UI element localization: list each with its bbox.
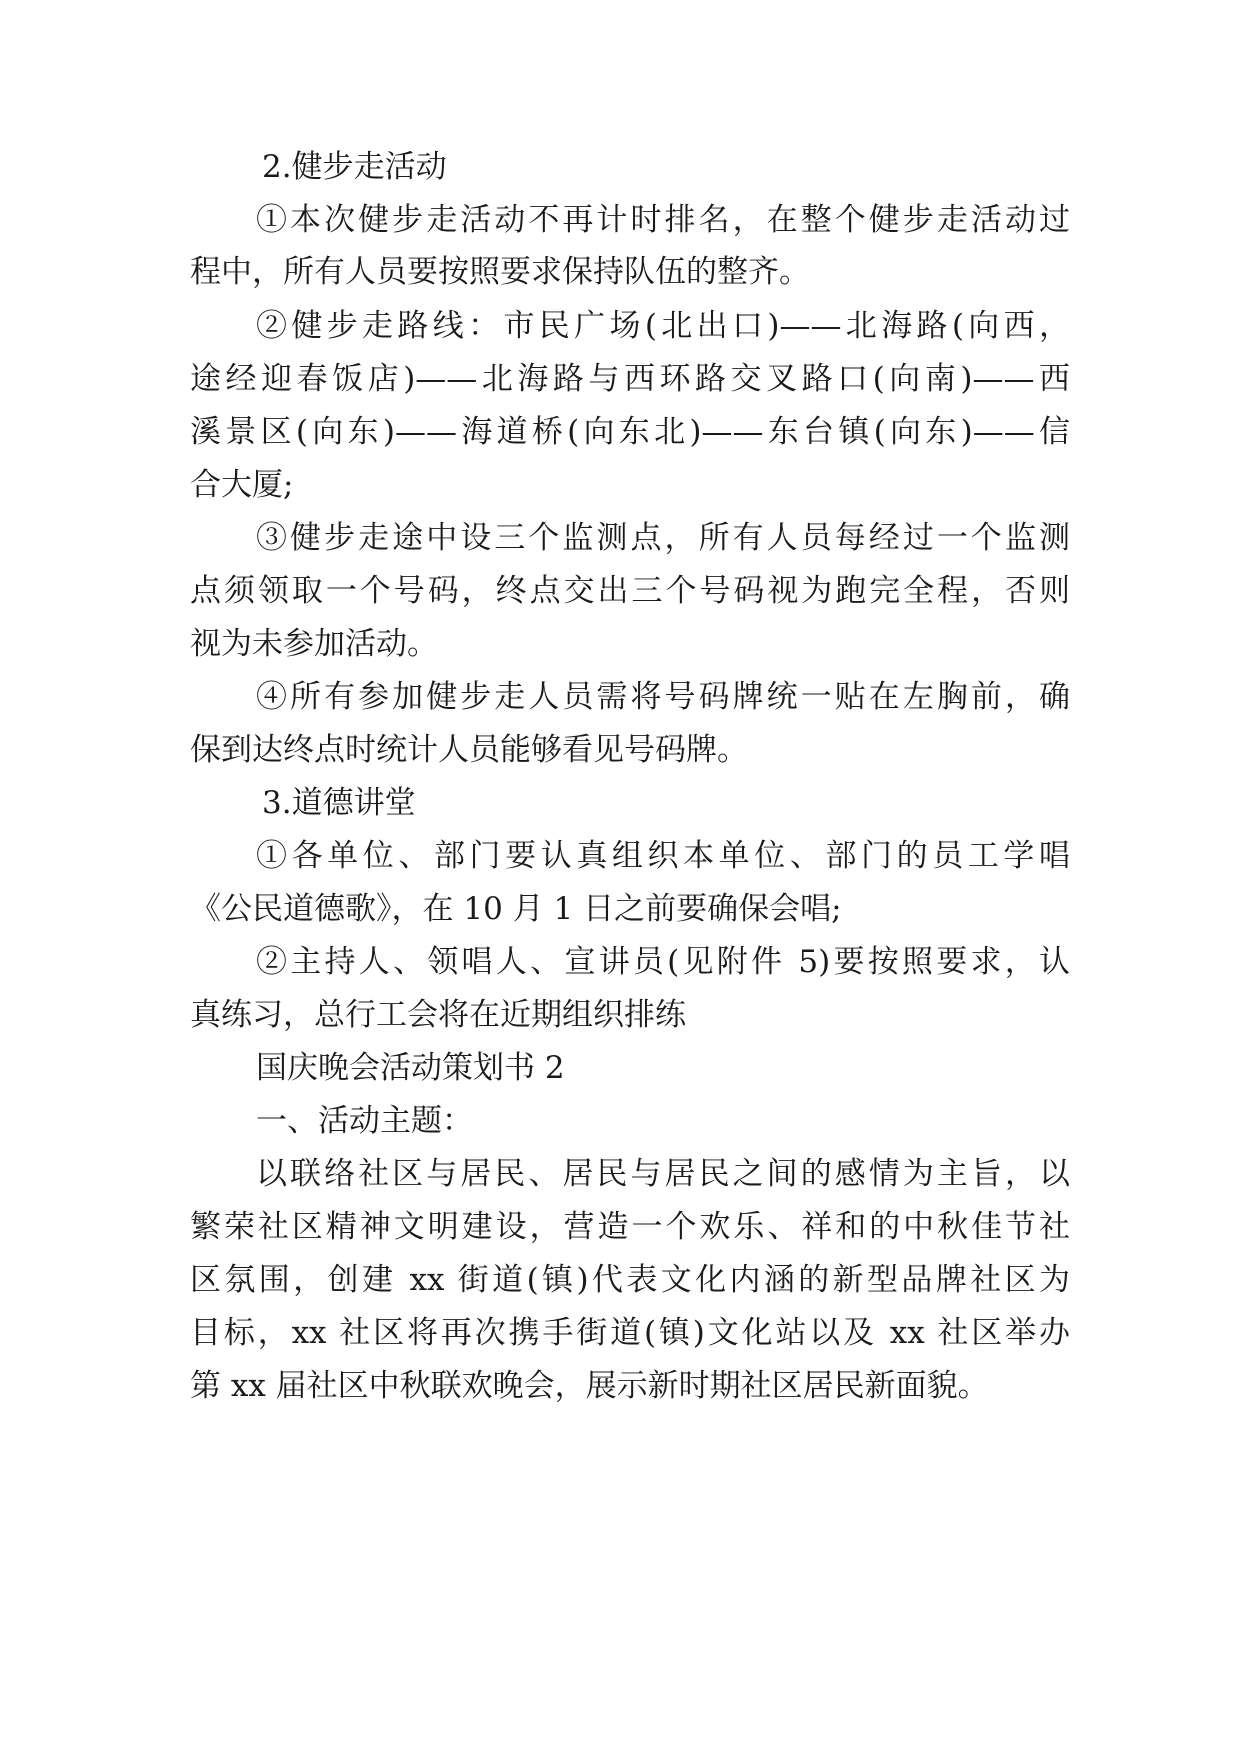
paragraph-line: 溪景区(向东)——海道桥(向东北)——东台镇(向东)——信 <box>190 414 1070 450</box>
section-heading-walking: 2.健步走活动 <box>262 149 447 185</box>
paragraph-line: ②健步走路线：市民广场(北出口)——北海路(向西， <box>256 308 1070 344</box>
paragraph-line: 保到达终点时统计人员能够看见号码牌。 <box>190 732 748 768</box>
paragraph-line: 视为未参加活动。 <box>190 626 438 662</box>
paragraph-line: 《公民道德歌》，在 10 月 1 日之前要确保会唱; <box>190 891 842 927</box>
paragraph-line: ③健步走途中设三个监测点，所有人员每经过一个监测 <box>256 520 1070 556</box>
document-title-2: 国庆晚会活动策划书 2 <box>256 1050 565 1086</box>
paragraph-line: 区氛围，创建 xx 街道(镇)代表文化内涵的新型品牌社区为 <box>190 1262 1070 1298</box>
paragraph-line: ④所有参加健步走人员需将号码牌统一贴在左胸前，确 <box>256 679 1070 715</box>
paragraph-line: 以联络社区与居民、居民与居民之间的感情为主旨，以 <box>256 1156 1070 1192</box>
paragraph-line: 途经迎春饭店)——北海路与西环路交叉路口(向南)——西 <box>190 361 1070 397</box>
paragraph-line: 真练习，总行工会将在近期组织排练 <box>190 997 686 1033</box>
paragraph-line: ②主持人、领唱人、宣讲员(见附件 5)要按照要求，认 <box>256 944 1070 980</box>
paragraph-line: ①本次健步走活动不再计时排名，在整个健步走活动过 <box>256 202 1070 238</box>
paragraph-line: ①各单位、部门要认真组织本单位、部门的员工学唱 <box>256 838 1070 874</box>
paragraph-line: 繁荣社区精神文明建设，营造一个欢乐、祥和的中秋佳节社 <box>190 1209 1070 1245</box>
section-heading-moral-lecture: 3.道德讲堂 <box>262 785 416 821</box>
paragraph-line: 点须领取一个号码，终点交出三个号码视为跑完全程，否则 <box>190 573 1070 609</box>
paragraph-line: 第 xx 届社区中秋联欢晚会，展示新时期社区居民新面貌。 <box>190 1368 989 1404</box>
paragraph-line: 目标，xx 社区将再次携手街道(镇)文化站以及 xx 社区举办 <box>190 1315 1070 1351</box>
paragraph-line: 合大厦; <box>190 467 294 503</box>
section-heading-theme: 一、活动主题： <box>256 1103 473 1139</box>
paragraph-line: 程中，所有人员要按照要求保持队伍的整齐。 <box>190 254 810 290</box>
